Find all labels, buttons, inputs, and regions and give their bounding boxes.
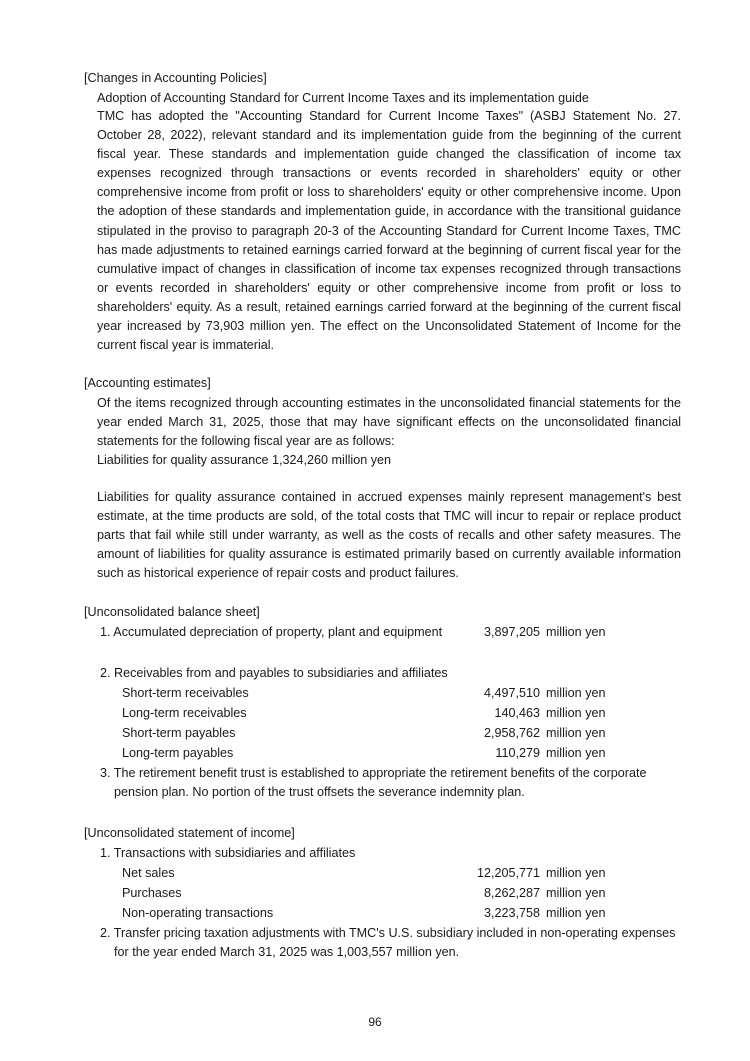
bs-row-label: Short-term receivables [122,686,249,700]
unit-label: million yen [546,625,606,639]
is-row-amount: 3,223,758 [483,906,540,920]
receivables-payables-label: 2. Receivables from and payables to subsidiaries and affiliates [100,666,448,680]
page-number: 96 [368,1015,382,1029]
section-heading-income-statement: [Unconsolidated statement of income] [84,826,295,840]
transfer-pricing-note: 2. Transfer pricing taxation adjustments with TMC's U.S. subsidiary included in non-operating expenses for the year ended March 31, 2025 was 1,003,557 million yen. [100,926,676,959]
is-row-amount: 12,205,771 [476,866,540,880]
bs-row-label: Long-term receivables [122,706,247,720]
quality-assurance-line: Liabilities for quality assurance 1,324,260 million yen [97,453,392,467]
unit-label: million yen [546,726,606,740]
unit-label: million yen [546,886,606,900]
unit-label: million yen [546,706,606,720]
is-row-amount: 8,262,287 [483,886,540,900]
section-heading-balance-sheet: [Unconsolidated balance sheet] [84,605,260,619]
quality-assurance-description: Liabilities for quality assurance contained in accrued expenses mainly represent management's best estimate, at the time products are sold, of the total costs that TMC will incur to repair or replace product parts that fail while still under warranty, as well as the costs of recalls and other safety measures. The amount of liabilities for quality assurance is estimated primarily based on currently available information such as historical experience of repair costs and product failures. [97,490,681,581]
bs-row-label: Short-term payables [122,726,236,740]
is-row-label: Purchases [122,886,182,900]
is-row-label: Non-operating transactions [122,906,274,920]
bs-row-label: Long-term payables [122,746,234,760]
unit-label: million yen [546,906,606,920]
unit-label: million yen [546,866,606,880]
policy-body: TMC has adopted the "Accounting Standard for Current Income Taxes" (ASBJ Statement No. 27. October 28, 2022), relevant standard and its implementation guide from the beginning of the current fiscal year. These standards and implementation guide changed the classification of income tax expenses recognized through transactions or events recorded in shareholders' equity or other comprehensive income from profit or loss to shareholders' equity or other comprehensive income. Upon the adoption of these standards and implementation guide, in accordance with the transitional guidance stipulated in the proviso to paragraph 20-3 of the Accounting Standard for Current Income Taxes, TMC has made adjustments to retained earnings carried forward at the beginning of current fiscal year for the cumulative impact of changes in classification of income tax expenses recognized through transactions or events recorded in shareholders' equity or other comprehensive income from profit or loss to shareholders' equity. As a result, retained earnings carried forward at the beginning of the current fiscal year increased by 73,903 million yen. The effect on the Unconsolidated Statement of Income for the current fiscal year is immaterial. [97,109,681,353]
bs-row-amount: 4,497,510 [483,686,540,700]
is-row-label: Net sales [122,866,175,880]
transactions-label: 1. Transactions with subsidiaries and affiliates [100,846,356,860]
unit-label: million yen [546,686,606,700]
bs-row-amount: 110,279 [495,746,540,760]
depreciation-amount: 3,897,205 [483,625,540,639]
bs-row-amount: 140,463 [494,706,540,720]
estimates-intro: Of the items recognized through accounting estimates in the unconsolidated financial statements for the year ended March 31, 2025, those that may have significant effects on the unconsolidated financial statements for the following fiscal year are as follows: [97,396,681,449]
section-heading-accounting-policies: [Changes in Accounting Policies] [84,71,267,85]
section-heading-accounting-estimates: [Accounting estimates] [84,376,211,390]
depreciation-label: 1. Accumulated depreciation of property, plant and equipment [100,625,443,639]
bs-row-amount: 2,958,762 [483,726,540,740]
retirement-trust-note: 3. The retirement benefit trust is established to appropriate the retirement benefits of the corporate pension plan. No portion of the trust offsets the severance indemnity plan. [100,766,647,799]
policy-subheading: Adoption of Accounting Standard for Current Income Taxes and its implementation guide [97,91,589,105]
unit-label: million yen [546,746,606,760]
